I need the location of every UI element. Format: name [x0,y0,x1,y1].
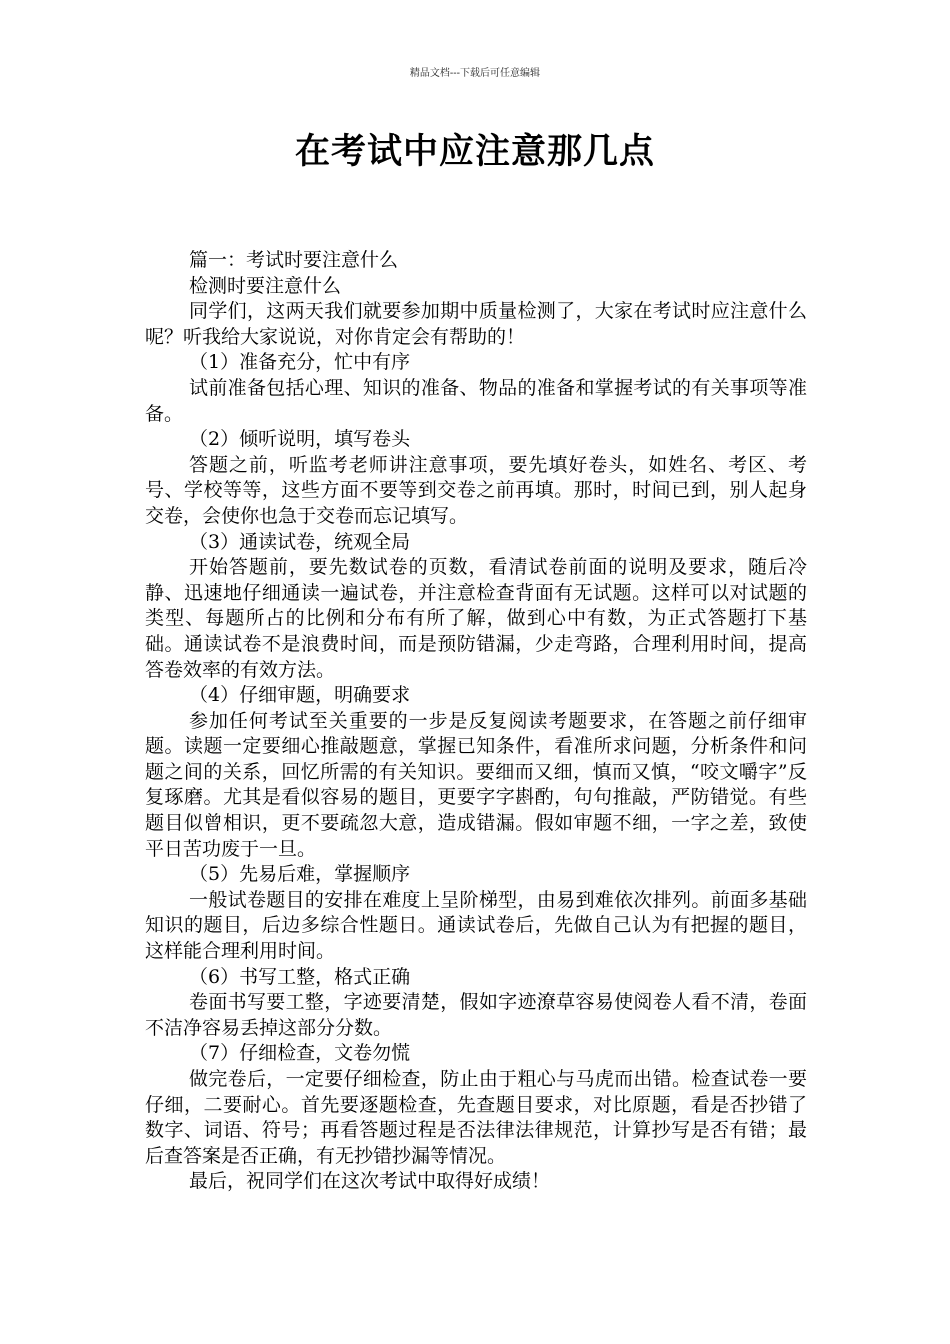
paragraph: 检测时要注意什么 [189,274,342,297]
section-heading: （2）倾听说明，填写卷头 [189,428,411,451]
paragraph: 开始答题前，要先数试卷的页数，看清试卷前面的说明及要求，随后冷静、迅速地仔细通读一遍试卷，并注意检查背面有无试题。这样可以对试题的类型、每题所占的比例和分布有所了解，做到心中有数，为正式答题打下基础。通读试卷不是浪费时间，而是预防错漏，少走弯路，合理利用时间，提高答卷效率的有效方法。 [145,556,807,681]
document-body [145,248,807,1195]
paragraph: 参加任何考试至关重要的一步是反复阅读考题要求，在答题之前仔细审题。读题一定要细心推敲题意，掌握已知条件，看准所求问题，分析条件和问题之间的关系，回忆所需的有关知识。要细而又细，慎而又慎，“咬文嚼字”反复琢磨。尤其是看似容易的题目，更要字字斟酌，句句推敲，严防错觉。有些题目似曾相识，更不要疏忽大意，造成错漏。假如审题不细，一字之差，致使平日苦功废于一旦。 [145,709,807,860]
section-heading: （3）通读试卷，统观全局 [189,530,411,553]
section-heading: （6）书写工整，格式正确 [189,965,411,988]
section-heading: （1）准备充分，忙中有序 [189,351,411,374]
paragraph: 做完卷后，一定要仔细检查，防止由于粗心与马虎而出错。检查试卷一要仔细，二要耐心。首先要逐题检查，先查题目要求，对比原题，看是否抄错了数字、词语、符号；再看答题过程是否法律法律规范，计算抄写是否有错；最后查答案是否正确，有无抄错抄漏等情况。 [145,1068,807,1167]
paragraph: 答题之前，听监考老师讲注意事项，要先填好卷头，如姓名、考区、考号、学校等等，这些方面不要等到交卷之前再填。那时，时间已到，别人起身交卷，会使你也急于交卷而忘记填写。 [145,453,807,527]
section-heading: （7）仔细检查，文卷勿慌 [189,1042,411,1065]
paragraph: 同学们，这两天我们就要参加期中质量检测了，大家在考试时应注意什么呢？听我给大家说说，对你肯定会有帮助的！ [145,300,807,348]
paragraph: 篇一：考试时要注意什么 [189,249,399,271]
paragraph: 试前准备包括心理、知识的准备、物品的准备和掌握考试的有关事项等准备。 [145,376,807,425]
paragraph: 一般试卷题目的安排在难度上呈阶梯型，由易到难依次排列。前面多基础知识的题目，后边多综合性题日。通读试卷后，先做自己认为有把握的题目，这样能合理利用时间。 [145,888,807,963]
header-note: 精品文档---下载后可任意编辑 [409,68,541,79]
section-heading: （5）先易后难，掌握顺序 [189,863,411,886]
document-title: 在考试中应注意那几点 [294,132,655,172]
paragraph: 卷面书写要工整，字迹要清楚，假如字迹潦草容易使阅卷人看不清，卷面不洁净容易丢掉这部分分数。 [145,991,807,1039]
section-heading: （4）仔细审题，明确要求 [189,684,411,707]
paragraph: 最后，祝同学们在这次考试中取得好成绩！ [189,1170,551,1193]
